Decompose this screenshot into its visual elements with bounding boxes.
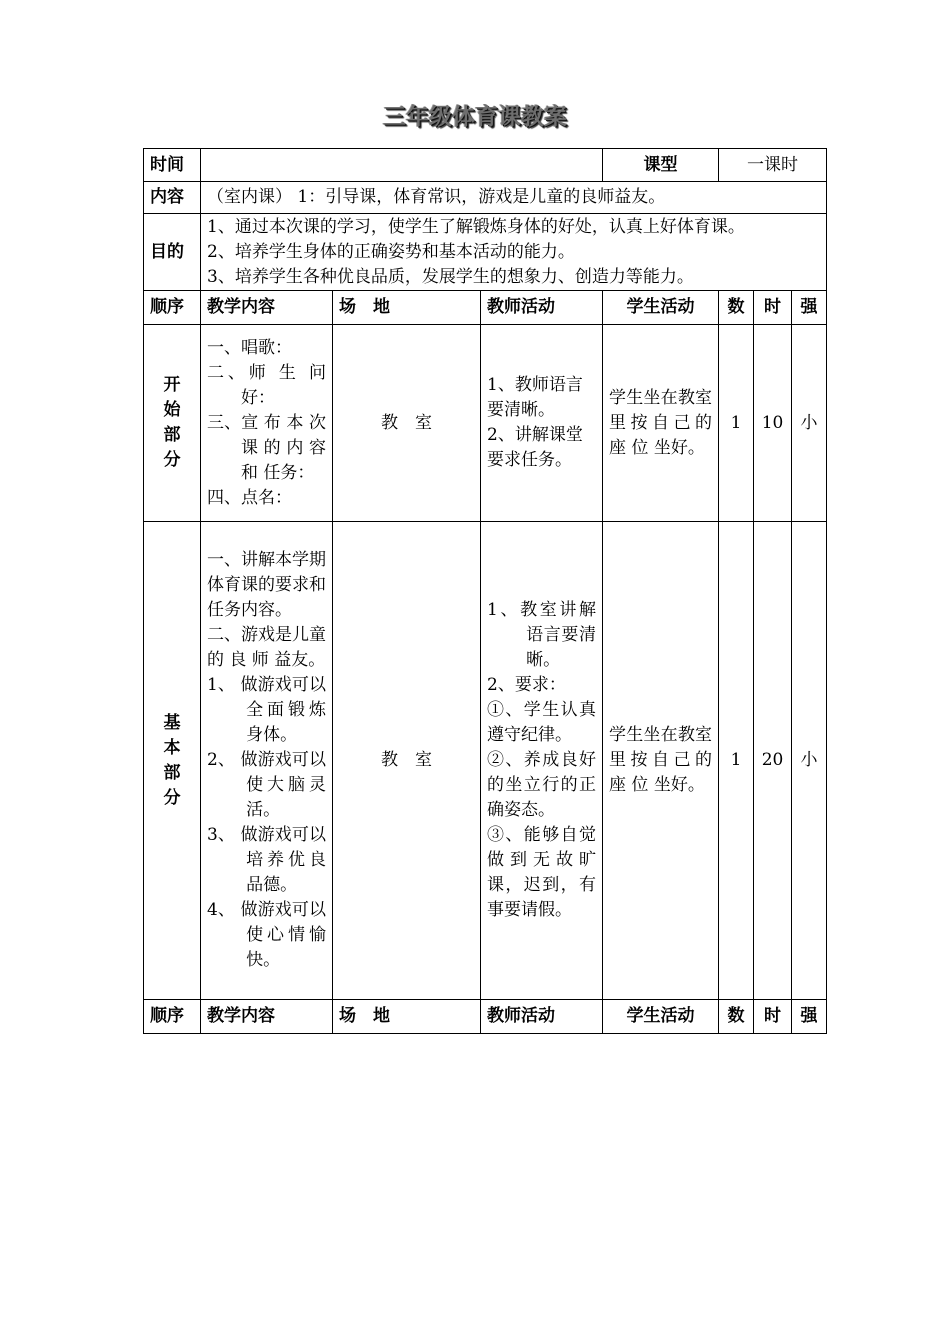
section-name: 基本部分 (144, 522, 201, 1000)
teacher-item: 1、教师语言要清晰。 (487, 375, 583, 420)
teacher-item: 1、教室讲解语言要清晰。 (487, 600, 597, 670)
section-content (201, 325, 333, 522)
section-venue: 教 室 (333, 522, 481, 1000)
section-count: 1 (719, 325, 754, 522)
col-student: 学生活动 (603, 1000, 719, 1034)
section-teacher (481, 522, 603, 1000)
teacher-item: ②、养成良好的坐立行的正确姿态。 (487, 750, 597, 820)
section-row-start (144, 325, 827, 522)
purpose-list (201, 214, 827, 291)
section-teacher (481, 325, 603, 522)
section-time: 20 (754, 522, 792, 1000)
col-teacher: 教师活动 (481, 1000, 603, 1034)
col-content: 教学内容 (201, 1000, 333, 1034)
section-intensity: 小 (792, 325, 827, 522)
purpose-label: 目的 (144, 214, 201, 291)
col-teacher: 教师活动 (481, 291, 603, 325)
row-time (144, 149, 827, 182)
lesson-plan-table (143, 148, 827, 1034)
teacher-item: 2、要求： (487, 675, 566, 695)
purpose-item: 1、通过本次课的学习，使学生了解锻炼身体的好处，认真上好体育课。 (207, 216, 745, 237)
col-time: 时 (754, 291, 792, 325)
col-order: 顺序 (144, 291, 201, 325)
teacher-item: ③、能够自觉做到无故旷课，迟到，有事要请假。 (487, 825, 597, 920)
col-order: 顺序 (144, 1000, 201, 1034)
col-venue: 场 地 (333, 291, 481, 325)
section-time: 10 (754, 325, 792, 522)
time-value (201, 149, 603, 182)
content-item: 二、游戏是儿童 的 良 师 益友。 (207, 625, 326, 670)
time-label: 时间 (144, 149, 201, 182)
section-intensity: 小 (792, 522, 827, 1000)
content-item: 4、 做游戏可以使心情愉快。 (207, 900, 326, 970)
section-venue: 教 室 (333, 325, 481, 522)
content-item: 2、 做游戏可以使大脑灵活。 (207, 750, 326, 820)
col-count: 数 (719, 291, 754, 325)
section-student: 学生坐在教室里按自己的 座 位 坐好。 (603, 325, 719, 522)
teacher-item: 2、讲解课堂要求任务。 (487, 425, 583, 470)
section-student: 学生坐在教室里按自己的 座 位 坐好。 (603, 522, 719, 1000)
content-item: 3、 做游戏可以培养优良品德。 (207, 825, 326, 895)
column-header-row (144, 291, 827, 325)
content-item: 四、点名： (207, 487, 292, 508)
content-item: 一、唱歌： (207, 337, 292, 358)
content-item: 三、宣 布 本 次 课 的 内 容 和 任务： (207, 412, 326, 483)
column-footer-row (144, 1000, 827, 1034)
col-student: 学生活动 (603, 291, 719, 325)
col-venue: 场 地 (333, 1000, 481, 1034)
section-content (201, 522, 333, 1000)
row-content (144, 182, 827, 214)
section-row-basic (144, 522, 827, 1000)
content-label: 内容 (144, 182, 201, 214)
col-intensity: 强 (792, 1000, 827, 1034)
content-value: （室内课） 1：引导课，体育常识，游戏是儿童的良师益友。 (201, 182, 827, 214)
col-time: 时 (754, 1000, 792, 1034)
content-item: 1、 做游戏可以全面锻炼身体。 (207, 675, 326, 745)
page-title: 三年级体育课教案 (383, 104, 567, 130)
type-value: 一课时 (719, 149, 827, 182)
col-count: 数 (719, 1000, 754, 1034)
section-name: 开始部分 (144, 325, 201, 522)
content-item: 二、师 生 问 好： (207, 362, 326, 408)
section-count: 1 (719, 522, 754, 1000)
col-content: 教学内容 (201, 291, 333, 325)
purpose-item: 3、培养学生各种优良品质，发展学生的想象力、创造力等能力。 (207, 266, 694, 287)
teacher-item: ①、学生认真遵守纪律。 (487, 700, 597, 745)
purpose-item: 2、培养学生身体的正确姿势和基本活动的能力。 (207, 241, 575, 262)
row-purpose (144, 214, 827, 291)
content-item: 一、讲解本学期体育课的要求和任务内容。 (207, 550, 326, 620)
col-intensity: 强 (792, 291, 827, 325)
type-label: 课型 (603, 149, 719, 182)
